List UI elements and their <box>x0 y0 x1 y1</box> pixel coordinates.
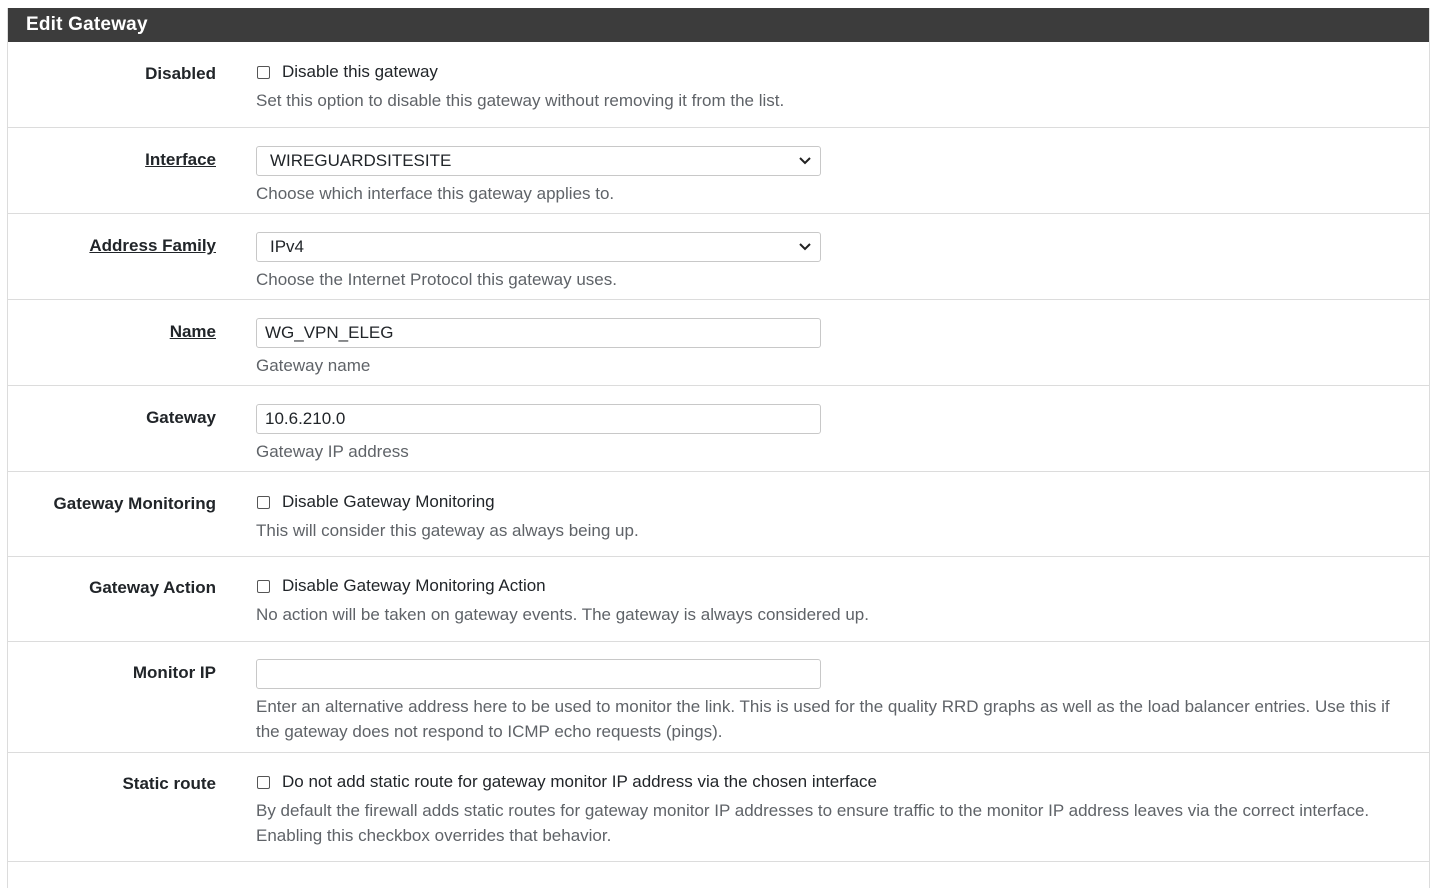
no-static-route-checkbox[interactable] <box>257 776 270 789</box>
disable-action-checkbox[interactable] <box>257 580 270 593</box>
label-address-family[interactable]: Address Family <box>89 236 216 255</box>
disable-gateway-checkbox-group[interactable] <box>256 62 784 82</box>
row-name <box>8 300 1429 386</box>
static-route-help-text <box>256 798 1421 848</box>
edit-gateway-panel <box>7 8 1430 888</box>
row-disabled <box>8 42 1429 128</box>
address-family-select-value: IPv4 <box>270 237 305 256</box>
monitor-ip-help-text <box>256 694 1421 744</box>
static-route-help-line-2: Enabling this checkbox overrides that behavior. <box>256 826 612 845</box>
static-route-help-line-1: By default the firewall adds static routes for gateway monitor IP addresses to ensure traffic to the monitor IP address leaves via the correct interface. <box>256 801 1370 820</box>
disable-action-checkbox-label[interactable]: Disable Gateway Monitoring Action <box>282 576 546 595</box>
disable-monitoring-checkbox-label[interactable]: Disable Gateway Monitoring <box>282 492 495 511</box>
row-monitor-ip <box>8 642 1429 753</box>
disable-gateway-checkbox[interactable] <box>257 66 270 79</box>
row-static-route <box>8 753 1429 862</box>
interface-select-value: WIREGUARDSITESITE <box>270 151 452 170</box>
disabled-help-text: Set this option to disable this gateway without removing it from the list. <box>256 91 785 110</box>
label-gateway: Gateway <box>146 408 216 427</box>
disable-monitoring-checkbox-group[interactable] <box>256 492 639 512</box>
row-gateway-action <box>8 557 1429 642</box>
address-family-help-text: Choose the Internet Protocol this gateway uses. <box>256 270 617 289</box>
disable-monitoring-checkbox[interactable] <box>257 496 270 509</box>
name-help-text: Gateway name <box>256 356 371 375</box>
disable-action-checkbox-group[interactable] <box>256 576 869 596</box>
row-address-family <box>8 214 1429 300</box>
no-static-route-checkbox-group[interactable] <box>256 772 1421 792</box>
monitor-ip-help-line-2: the gateway does not respond to ICMP echo requests (pings). <box>256 722 723 741</box>
gateway-ip-input[interactable] <box>256 404 821 434</box>
label-static-route: Static route <box>122 774 216 793</box>
panel-title: Edit Gateway <box>8 8 1429 42</box>
address-family-select[interactable] <box>256 232 821 262</box>
no-static-route-checkbox-label[interactable]: Do not add static route for gateway monitor IP address via the chosen interface <box>282 772 878 791</box>
label-gateway-monitoring: Gateway Monitoring <box>53 494 216 513</box>
row-interface <box>8 128 1429 214</box>
row-gateway <box>8 386 1429 472</box>
gateway-help-text: Gateway IP address <box>256 442 409 461</box>
label-monitor-ip: Monitor IP <box>132 663 216 682</box>
label-disabled: Disabled <box>145 64 216 83</box>
monitor-ip-help-line-1: Enter an alternative address here to be used to monitor the link. This is used for the quality RRD graphs as well as the load balancer entries. Use this if <box>256 697 1390 716</box>
disable-gateway-checkbox-label[interactable]: Disable this gateway <box>282 62 438 81</box>
interface-help-text: Choose which interface this gateway applies to. <box>256 184 615 203</box>
label-interface[interactable]: Interface <box>145 150 216 169</box>
chevron-down-icon <box>798 154 812 168</box>
name-input[interactable] <box>256 318 821 348</box>
monitor-ip-input[interactable] <box>256 659 821 689</box>
row-gateway-monitoring <box>8 472 1429 557</box>
label-gateway-action: Gateway Action <box>89 578 216 597</box>
label-name[interactable]: Name <box>169 322 216 341</box>
gateway-action-help-text: No action will be taken on gateway events. The gateway is always considered up. <box>256 605 869 624</box>
interface-select[interactable] <box>256 146 821 176</box>
chevron-down-icon <box>798 240 812 254</box>
gateway-monitoring-help-text: This will consider this gateway as always being up. <box>256 521 639 540</box>
